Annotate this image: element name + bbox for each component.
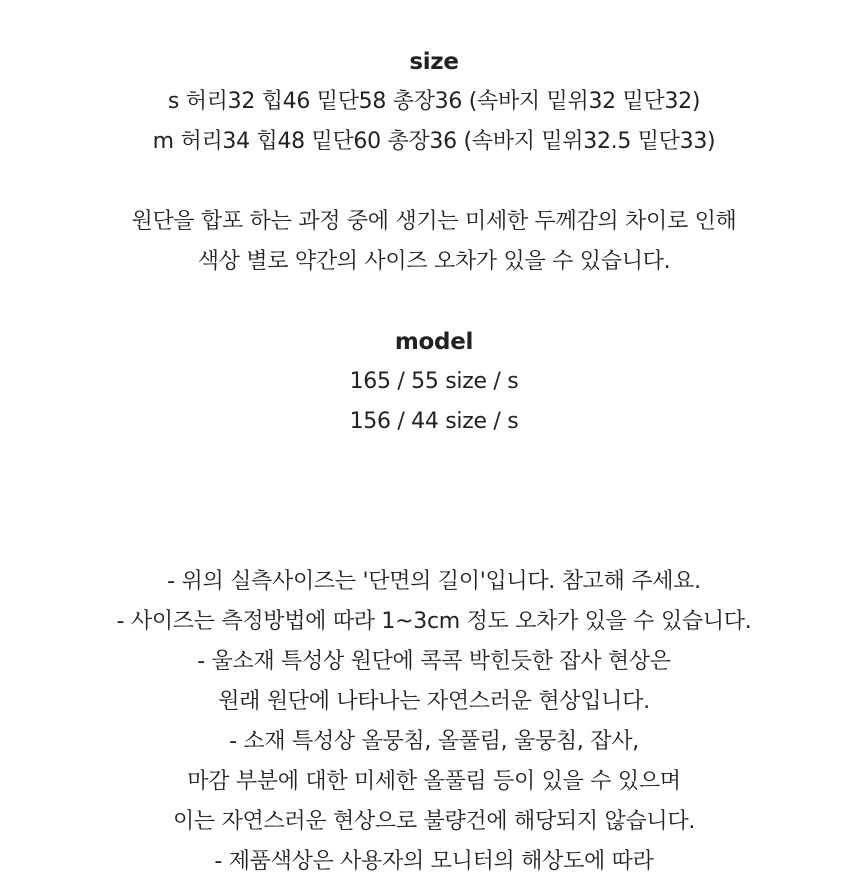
note-line-6: 마감 부분에 대한 미세한 올풀림 등이 있을 수 있으며 (187, 769, 681, 794)
note-line-8: - 제품색상은 사용자의 모니터의 해상도에 따라 (214, 849, 654, 874)
note-line-2: - 사이즈는 측정방법에 따라 1~3cm 정도 오차가 있을 수 있습니다. (116, 609, 752, 634)
fabric-notice-line-1: 원단을 합포 하는 과정 중에 생기는 미세한 두께감의 차이로 인해 (131, 209, 737, 234)
note-line-5: - 소재 특성상 올뭉침, 올풀림, 울뭉침, 잡사, (229, 729, 639, 754)
model-line-2: 156 / 44 size / s (349, 409, 519, 434)
size-m-line: m 허리34 힙48 밑단60 총장36 (속바지 밑위32.5 밑단33) (152, 129, 716, 154)
note-line-1: - 위의 실측사이즈는 '단면의 길이'입니다. 참고해 주세요. (167, 569, 701, 594)
model-heading: model (394, 329, 474, 355)
note-line-4: 원래 원단에 나타나는 자연스러운 현상입니다. (218, 689, 650, 714)
note-line-7: 이는 자연스러운 현상으로 불량건에 해당되지 않습니다. (172, 809, 696, 834)
size-s-line: s 허리32 힙46 밑단58 총장36 (속바지 밑위32 밑단32) (167, 89, 701, 114)
size-heading: size (409, 49, 459, 75)
fabric-notice-line-2: 색상 별로 약간의 사이즈 오차가 있을 수 있습니다. (197, 249, 671, 274)
model-line-1: 165 / 55 size / s (349, 369, 519, 394)
note-line-3: - 울소재 특성상 원단에 콕콕 박힌듯한 잡사 현상은 (197, 649, 671, 674)
